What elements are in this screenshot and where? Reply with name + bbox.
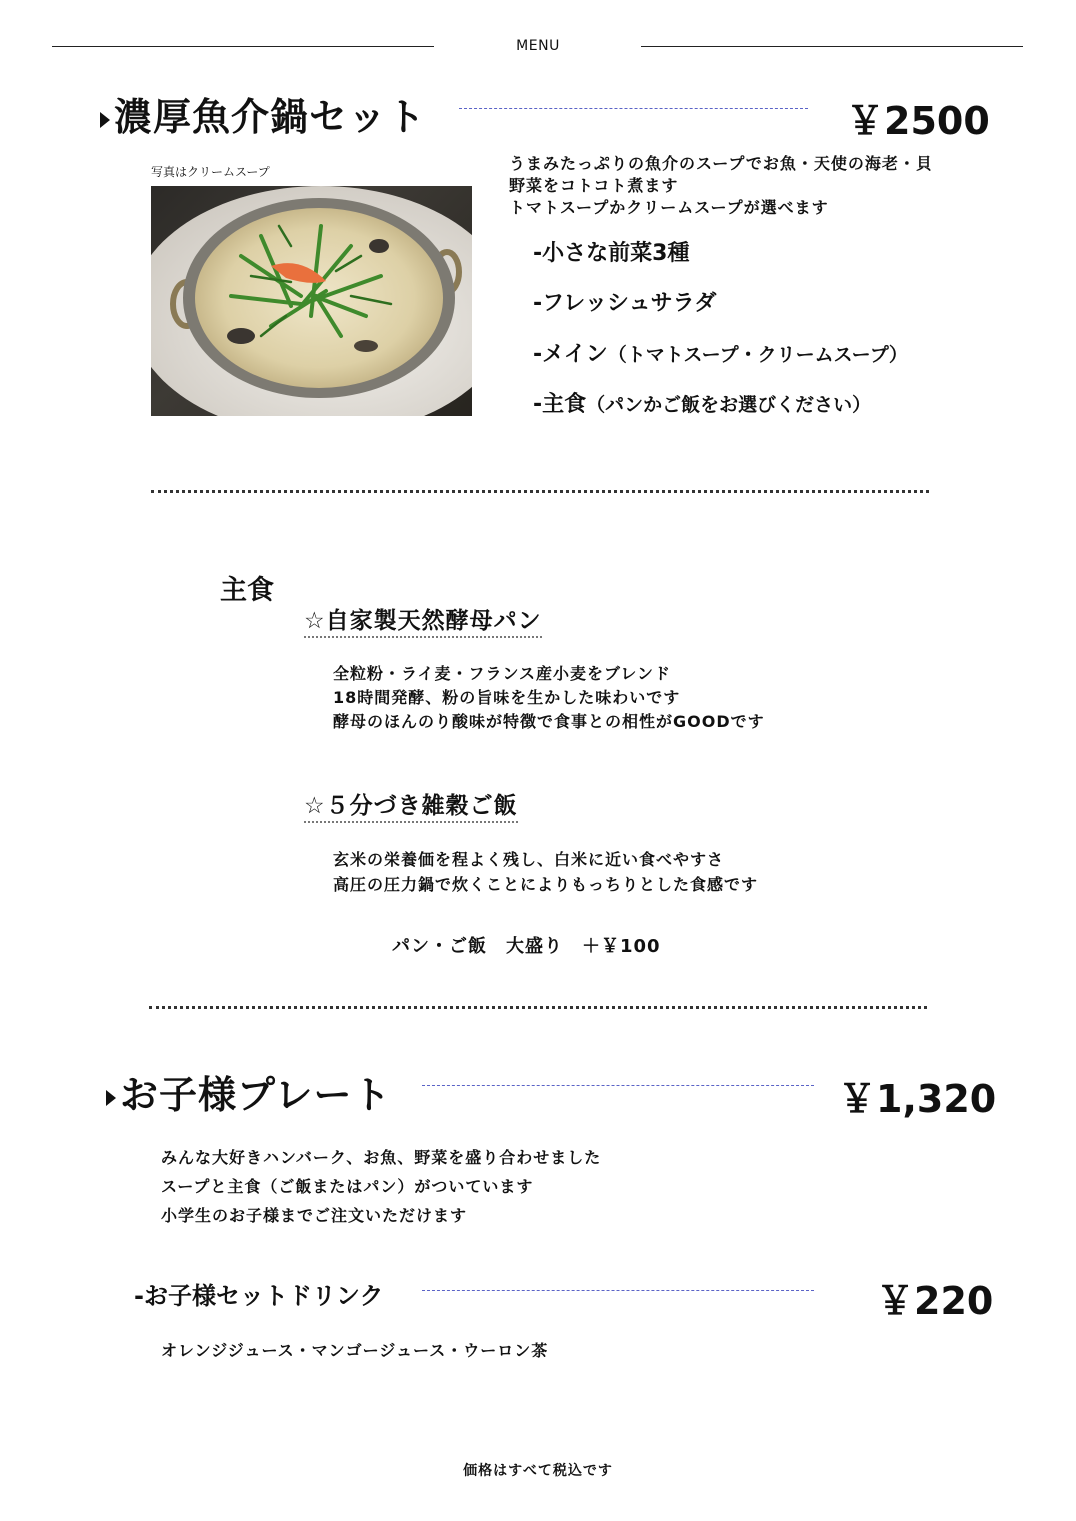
bread-description [333, 662, 765, 734]
triangle-bullet-icon [100, 112, 110, 128]
description-line: 18時間発酵、粉の旨味を生かした味わいです [333, 688, 681, 707]
course-item-salad [533, 286, 716, 317]
course-note: （パンかご飯をお選びください） [586, 394, 872, 416]
tax-note: 価格はすべて税込です [463, 1463, 613, 1479]
course-item-staple [533, 387, 871, 418]
rice-description [333, 847, 758, 897]
course-name: -フレッシュサラダ [533, 291, 717, 316]
description-line: 全粒粉・ライ麦・フランス産小麦をブレンド [333, 664, 672, 683]
description-line: 野菜をコトコト煮ます [509, 176, 679, 195]
description-line: 玄米の栄養価を程よく残し、白米に近い食べやすさ [333, 850, 725, 869]
hotpot-image [151, 186, 472, 416]
course-item-main [533, 337, 908, 368]
section-divider [151, 490, 929, 493]
kids-drink-title: -お子様セットドリンク [134, 1282, 384, 1310]
section-divider [149, 1006, 927, 1009]
description-line: スープと主食（ご飯またはパン）がついています [161, 1177, 534, 1196]
bread-title [304, 602, 542, 635]
rice-title [304, 787, 518, 820]
rice-title-text: ☆５分づき雑穀ご飯 [304, 793, 518, 823]
description-line: みんな大好きハンバーク、お魚、野菜を盛り合わせました [161, 1148, 602, 1167]
course-item-appetizers [533, 236, 689, 267]
description-line: 小学生のお子様までご注文いただけます [161, 1206, 468, 1225]
course-note: （トマトスープ・クリームスープ） [607, 344, 908, 366]
kids-plate-title-text: お子様プレート [120, 1073, 392, 1117]
course-name: -主食 [533, 392, 587, 417]
seafood-hotpot-photo [151, 186, 472, 416]
photo-caption: 写真はクリームスープ [151, 165, 270, 179]
description-line: 酵母のほんのり酸味が特徴で食事との相性がGOODです [333, 712, 765, 731]
large-serving-note: パン・ご飯 大盛り ＋￥100 [392, 936, 661, 957]
description-line: うまみたっぷりの魚介のスープでお魚・天使の海老・貝 [509, 154, 933, 173]
staple-heading: 主食 [220, 575, 274, 606]
seafood-set-leader [459, 108, 808, 109]
seafood-set-price: ￥2500 [846, 99, 990, 143]
seafood-set-description [509, 153, 933, 219]
kids-drink-price: ￥220 [876, 1279, 994, 1323]
kids-plate-leader [422, 1085, 814, 1086]
kids-plate-title [106, 1064, 391, 1119]
kids-plate-description [161, 1143, 601, 1230]
menu-label: MENU [516, 38, 560, 54]
bread-title-text: ☆自家製天然酵母パン [304, 608, 542, 638]
kids-plate-price: ￥1,320 [838, 1077, 997, 1121]
triangle-bullet-icon [106, 1090, 116, 1106]
seafood-set-title-text: 濃厚魚介鍋セット [114, 95, 427, 139]
course-name: -メイン [533, 342, 608, 367]
header-rule-left [52, 46, 434, 47]
kids-drink-options: オレンジジュース・マンゴージュース・ウーロン茶 [161, 1341, 549, 1360]
course-name: -小さな前菜3種 [533, 241, 690, 266]
kids-drink-leader [422, 1290, 814, 1291]
header-rule-right [641, 46, 1023, 47]
seafood-set-title [100, 86, 426, 141]
description-line: 高圧の圧力鍋で炊くことによりもっちりとした食感です [333, 875, 759, 894]
description-line: トマトスープかクリームスープが選べます [509, 198, 829, 217]
